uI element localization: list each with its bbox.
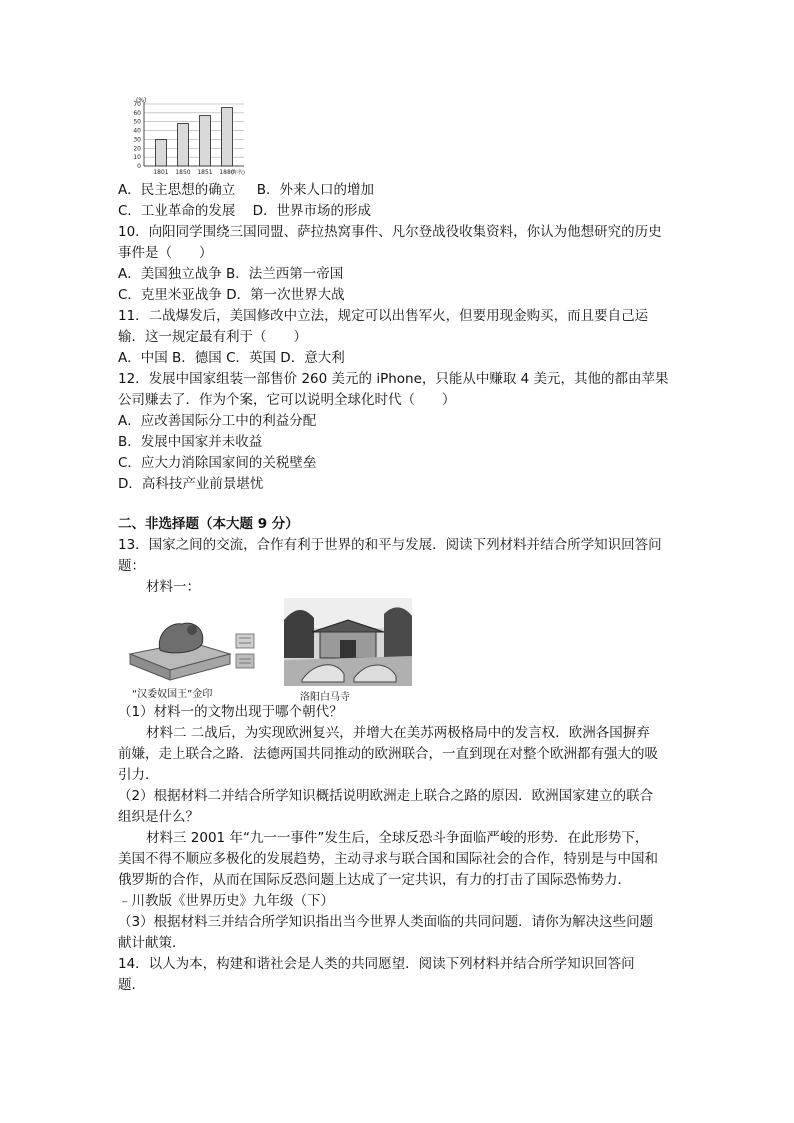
- q9-option-b: B．外来人口的增加: [256, 182, 374, 198]
- q12-option-c: C．应大力消除国家间的关税壁垒: [118, 455, 317, 471]
- q14-stem-line1: 14．以人为本，构建和谐社会是人类的共同愿望．阅读下列材料并结合所学知识回答问: [118, 956, 635, 972]
- x-axis-unit: (年代): [231, 170, 245, 176]
- q13-material1-label: 材料一：: [146, 579, 200, 595]
- q13-sub2-line1: （2）根据材料二并结合所学知识概括说明欧洲走上联合之路的原因．欧洲国家建立的联合: [118, 788, 654, 804]
- q13-stem-line2: 题：: [118, 558, 145, 574]
- y-axis-label: (%): [136, 97, 147, 104]
- q12-option-b: B．发展中国家并未收益: [118, 434, 263, 450]
- bar: [178, 123, 189, 166]
- q9-options-row-2: [118, 201, 371, 221]
- x-tick-label: 1801: [153, 169, 169, 176]
- q12-option-d: D．高科技产业前景堪忧: [118, 476, 264, 492]
- x-tick-label: 1851: [197, 169, 213, 176]
- q13-sub2-line2: 组织是什么？: [118, 809, 199, 825]
- y-tick-label: 60: [133, 109, 141, 117]
- q13-sub1: （1）材料一的文物出现于哪个朝代？: [118, 704, 343, 720]
- q14-stem-line2: 题．: [118, 977, 145, 993]
- q13-material2-line3: 引力．: [118, 767, 159, 783]
- q12-stem-line1: 12．发展中国家组装一部售价 260 美元的 iPhone，只能从中赚取 4 美元，其他的都由苹果: [118, 371, 669, 387]
- q12-stem-line2: 公司赚去了．作为个案，它可以说明全球化时代（ ）: [118, 392, 456, 408]
- q11-stem-line1: 11．二战爆发后，美国修改中立法，规定可以出售军火，但要用现金购买，而且要自己运: [118, 308, 649, 324]
- bar: [200, 116, 211, 166]
- q10-stem-line1: 10．向阳同学围绕三国同盟、萨拉热窝事件、凡尔登战役收集资料，你认为他想研究的历史: [118, 224, 662, 240]
- x-tick-label: 1850: [175, 169, 191, 176]
- q11-options: A．中国 B．德国 C．英国 D．意大利: [118, 350, 345, 366]
- q13-material3-line3: 俄罗斯的合作，从而在国际反恐问题上达成了一定共识，有力的打击了国际恐怖势力．: [118, 872, 631, 888]
- gold-seal-caption: “汉委奴国王”金印: [132, 689, 213, 700]
- section-title: 二、非选择题（本大题 9 分）: [118, 516, 299, 532]
- q9-option-d: D．世界市场的形成: [252, 203, 372, 219]
- q10-options-line1: A．美国独立战争 B．法兰西第一帝国: [118, 266, 344, 282]
- q9-options-row-1: [118, 180, 374, 200]
- q10-options-line2: C．克里米亚战争 D．第一次世界大战: [118, 287, 345, 303]
- q9-option-a: A．民主思想的确立: [118, 182, 236, 198]
- y-tick-label: 0: [137, 163, 141, 170]
- q13-stem-line1: 13．国家之间的交流，合作有利于世界的和平与发展．阅读下列材料并结合所学知识回答问: [118, 537, 662, 553]
- q13-sub3-line1: （3）根据材料三并结合所学知识指出当今世界人类面临的共同问题．请你为解决这些问题: [118, 914, 654, 930]
- q13-source: ﹣川教版《世界历史》九年级（下）: [118, 893, 334, 909]
- bar-chart: [118, 96, 250, 178]
- y-tick-label: 30: [133, 136, 141, 144]
- y-tick-label: 40: [133, 127, 141, 135]
- q9-option-c: C．工业革命的发展: [118, 203, 236, 219]
- q13-material3-line2: 美国不得不顺应多极化的发展趋势，主动寻求与联合国和国际社会的合作，特别是与中国和: [118, 851, 658, 867]
- q12-option-a: A．应改善国际分工中的利益分配: [118, 413, 317, 429]
- q10-stem-line2: 事件是（ ）: [118, 245, 213, 261]
- gold-seal-image: [120, 604, 274, 684]
- white-horse-temple-image: [284, 598, 412, 686]
- bar: [156, 139, 167, 166]
- x-tick-label: 1880: [219, 169, 235, 176]
- q11-stem-line2: 输．这一规定最有利于（ ）: [118, 329, 307, 345]
- y-tick-label: 10: [133, 154, 141, 162]
- q13-material3-line1: 材料三 2001 年“九一一事件”发生后，全球反恐斗争面临严峻的形势．在此形势下，: [146, 830, 649, 846]
- white-horse-temple-caption: 洛阳白马寺: [300, 692, 350, 703]
- y-tick-label: 20: [133, 145, 141, 153]
- y-tick-label: 70: [133, 101, 141, 108]
- bar: [222, 108, 233, 166]
- y-tick-label: 50: [133, 118, 141, 126]
- q13-sub3-line2: 献计献策．: [118, 935, 186, 951]
- q13-material2-line2: 前嫌，走上联合之路．法德两国共同推动的欧洲联合，一直到现在对整个欧洲都有强大的吸: [118, 746, 658, 762]
- q13-material2-line1: 材料二 二战后，为实现欧洲复兴，并增大在美苏两极格局中的发言权．欧洲各国摒弃: [146, 725, 650, 741]
